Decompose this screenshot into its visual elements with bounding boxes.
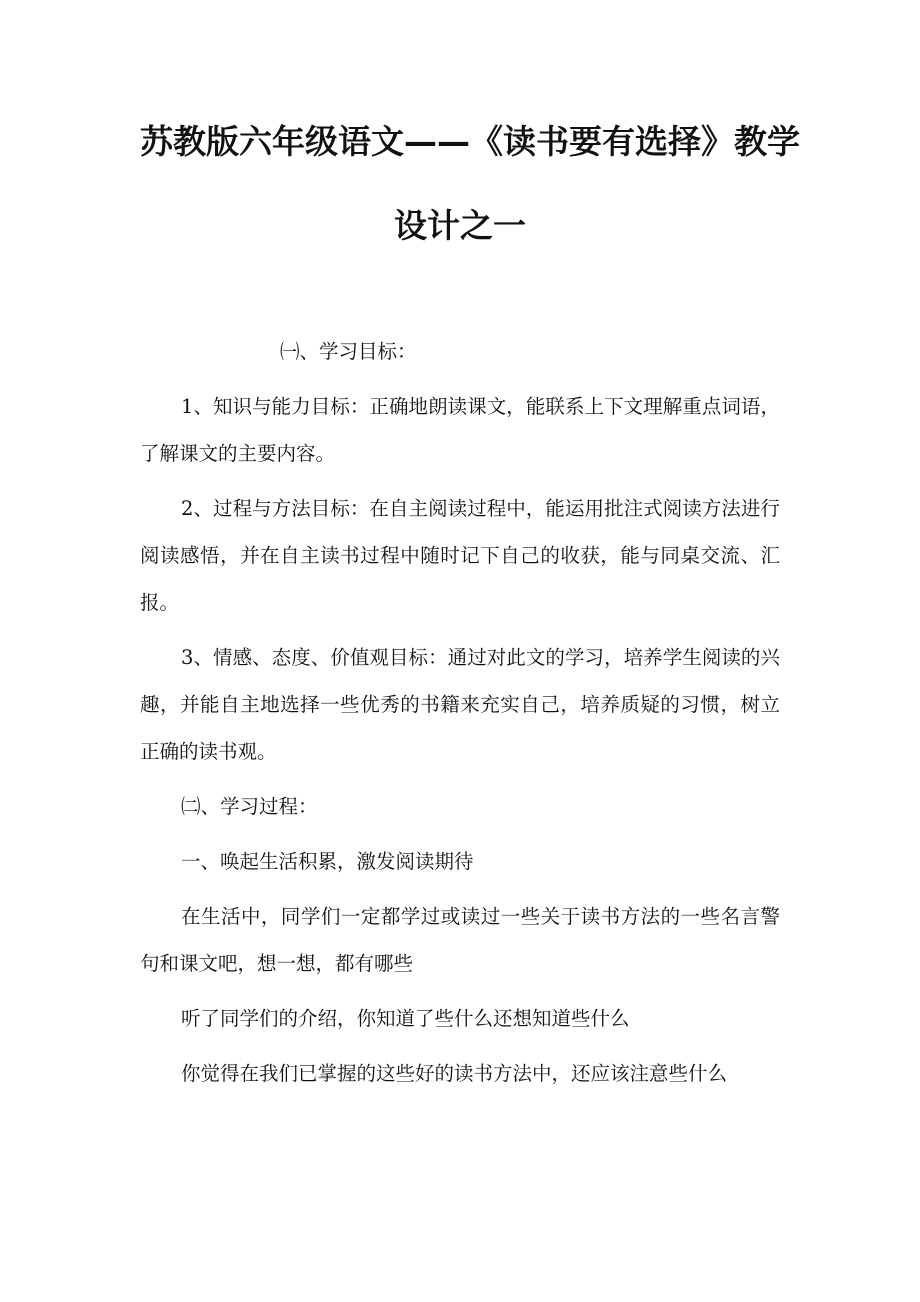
- paragraph-objective-knowledge: 1、知识与能力目标：正确地朗读课文，能联系上下文理解重点词语，了解课文的主要内容。: [140, 395, 780, 465]
- paragraph-step-one-followup: 听了同学们的介绍，你知道了些什么还想知道些什么: [181, 1007, 630, 1030]
- paragraph-step-one-reflection: 你觉得在我们已掌握的这些好的读书方法中，还应该注意些什么: [181, 1062, 728, 1085]
- title-line-1: 苏教版六年级语文——《读书要有选择》教学: [140, 122, 800, 161]
- paragraph-objective-process: 2、过程与方法目标：在自主阅读过程中，能运用批注式阅读方法进行阅读感悟，并在自主读书过程中随时记下自己的收获，能与同桌交流、汇报。: [140, 497, 780, 614]
- paragraph-step-one-heading: 一、唤起生活积累，激发阅读期待: [181, 850, 474, 873]
- paragraph-objective-emotion: 3、情感、态度、价值观目标：通过对此文的学习，培养学生阅读的兴趣，并能自主地选择一些优秀的书籍来充实自己，培养质疑的习惯，树立正确的读书观。: [140, 646, 780, 763]
- paragraph-step-one-question: 在生活中，同学们一定都学过或读过一些关于读书方法的一些名言警句和课文吧，想一想，都有哪些: [140, 905, 780, 975]
- section-heading-process: ㈡、学习过程：: [181, 795, 318, 818]
- document-title: [140, 100, 800, 268]
- section-heading-objectives: ㈠、学习目标：: [280, 340, 417, 363]
- title-line-2: 设计之一: [394, 206, 526, 245]
- document-body: [140, 328, 780, 1105]
